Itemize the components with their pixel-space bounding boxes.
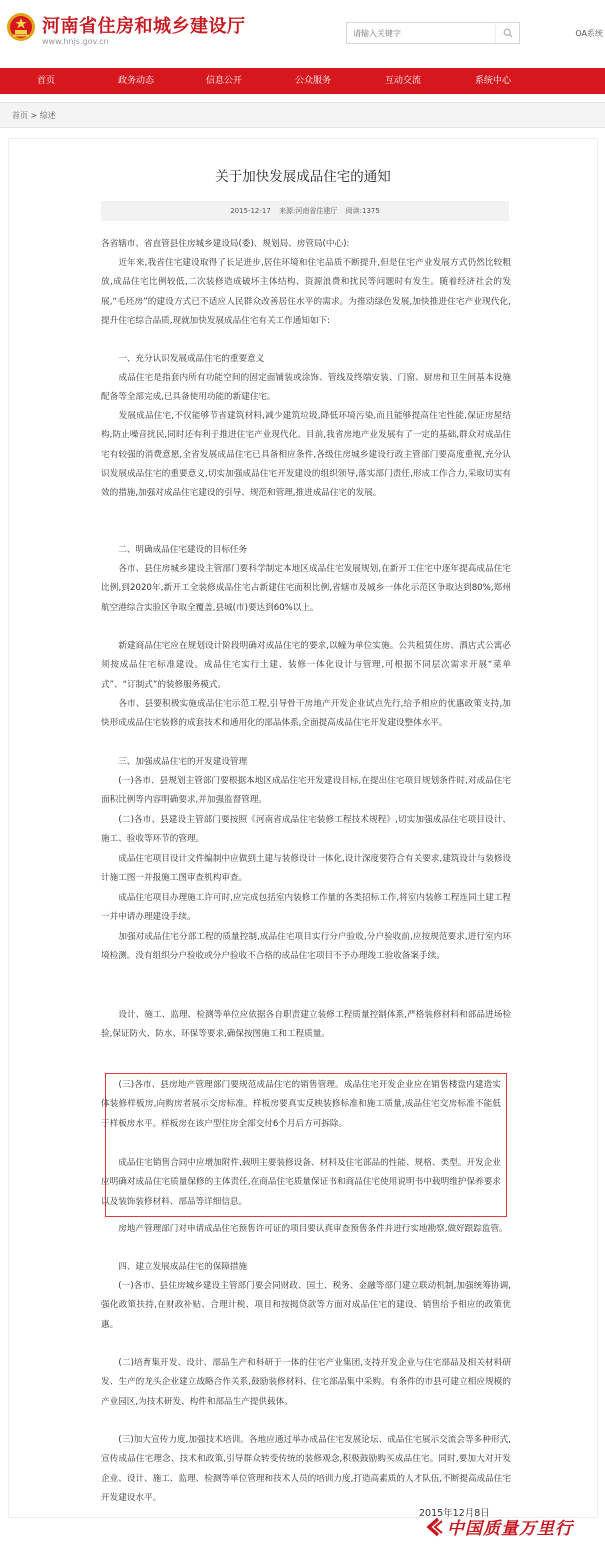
footer-logo bbox=[424, 1514, 573, 1539]
article-paragraph: 新建商品住宅应在规划设计阶段明确对成品住宅的要求,以幢为单位实施。公共租赁住房、酒店式公寓必须按成品住宅标准建设。成品住宅实行土建、装修一体化设计与管理,可根据不同层次需求开展“菜单式”、“订制式”的装修服务模式。 bbox=[101, 641, 511, 690]
breadcrumb-home[interactable]: 首页 bbox=[12, 111, 28, 120]
nav-item-public-service[interactable]: 公众服务 bbox=[294, 76, 331, 86]
article-paragraph: (二)各市、县建设主管部门要按照《河南省成品住宅装修工程技术规程》,切实加强成品住宅项目设计、施工、验收等环节的管理。 bbox=[101, 815, 511, 845]
nav-item-news[interactable]: 政务动态 bbox=[117, 76, 154, 86]
nav-item-info-disclosure[interactable]: 信息公开 bbox=[205, 76, 242, 86]
article-paragraph: (三)加大宣传力度,加强技术培训。各地应通过举办成品住宅发展论坛、成品住宅展示交流会等多种形式,宣传成品住宅理念、技术和政策,引导群众转变传统的装修观念,积极鼓励购买成品住宅。同时,要加大对开发企业、设计、施工、监理、检测等单位管理和技术人员的培训力度,打造高素质的人才队伍,不断提高成品住宅开发建设水平。 bbox=[101, 1435, 511, 1503]
nav-item-home[interactable]: 首页 bbox=[36, 76, 55, 86]
search-box bbox=[346, 22, 520, 44]
search-button[interactable] bbox=[495, 23, 519, 43]
breadcrumb-current[interactable]: 综述 bbox=[39, 111, 56, 120]
breadcrumb-separator: > bbox=[28, 111, 40, 120]
article-paragraph-highlighted: (三)各市、县房地产管理部门要规范成品住宅的销售管理。成品住宅开发企业应在销售楼盘内建造实体装修样板房,向购房者展示交房标准。样板房要真实反映装修标准和施工质量,成品住宅交房标准不能低于样板房水平。样板房在该户型住房全部交付6个月后方可拆除。 bbox=[101, 1080, 501, 1129]
article-source: 来源:河南省住建厅 bbox=[279, 207, 338, 215]
main-nav bbox=[0, 68, 605, 94]
section-heading: 二、明确成品住宅建设的目标任务 bbox=[101, 545, 248, 555]
article-paragraph: 各市、县住房城乡建设主管部门要科学制定本地区成品住宅发展规划,在新开工住宅中逐年提高成品住宅比例,到2020年,新开工全装修成品住宅占新建住宅面积比例,省辖市及城乡一体化示范区争取达到80%,郑州航空港综合实验区争取全覆盖,县城(市)要达到60%以上。 bbox=[101, 564, 511, 613]
section-heading: 一、充分认识发展成品住宅的重要意义 bbox=[101, 354, 265, 364]
section-heading: 四、建立发展成品住宅的保障措施 bbox=[101, 1262, 248, 1272]
oa-system-link[interactable]: OA系统 bbox=[575, 29, 603, 38]
search-input[interactable] bbox=[347, 23, 497, 43]
article-paragraph: 成品住宅项目办理施工许可时,应完成包括室内装修工作量的各类招标工作,将室内装修工程连同土建工程一并申请办理建设手续。 bbox=[101, 893, 511, 923]
site-url: www.hnjs.gov.cn bbox=[42, 37, 109, 46]
article-paragraph: 各省辖市、省直管县住房城乡建设局(委)、规划局、房管局(中心): bbox=[101, 239, 350, 249]
nav-item-system-center[interactable]: 系统中心 bbox=[474, 76, 511, 86]
nav-item-interaction[interactable]: 互动交流 bbox=[384, 76, 421, 86]
article-paragraph-highlighted: 成品住宅销售合同中应增加附件,载明主要装修设备、材料及住宅部品的性能、规格、类型。开发企业应明确对成品住宅质量保修的主体责任,在商品住宅质量保证书和商品住宅使用说明书中载明维护保养要求以及装饰装修材料、部品等详细信息。 bbox=[101, 1158, 501, 1207]
article-date: 2015-12-17 bbox=[230, 207, 271, 215]
chevron-left-icon bbox=[424, 1517, 444, 1537]
breadcrumb-bar bbox=[0, 102, 605, 128]
article-paragraph: (一)各市、县住房城乡建设主管部门要会同财政、国土、税务、金融等部门建立联动机制,加强统筹协调,强化政策扶持,在财政补贴、合理计税、项目和按揭贷款等方面对成品住宅的建设、销售给予相应的政策优惠。 bbox=[101, 1281, 511, 1330]
site-header bbox=[0, 0, 605, 64]
national-emblem-icon bbox=[6, 12, 36, 42]
article-views: 阅读:1375 bbox=[345, 207, 380, 215]
search-icon bbox=[503, 28, 513, 38]
article-meta bbox=[101, 201, 509, 221]
site-title[interactable]: 河南省住房和城乡建设厅 bbox=[42, 16, 246, 37]
article-paragraph: 成品住宅项目设计文件编制中应做到土建与装修设计一体化,设计深度要符合有关要求,建筑设计与装修设计施工图一并报施工图审查机构审查。 bbox=[101, 854, 511, 884]
footer-logo-text: 中国质量万里行 bbox=[447, 1519, 573, 1539]
article-paragraph: 成品住宅是指套内所有功能空间的固定面铺装或涂饰、管线及终端安装、门窗、厨房和卫生间基本设施配备等全部完成,已具备使用功能的新建住宅。 bbox=[101, 373, 511, 403]
article-paragraph: (一)各市、县规划主管部门要根据本地区成品住宅开发建设目标,在提出住宅项目规划条件时,对成品住宅面积比例等内容明确要求,并加强监督管理。 bbox=[101, 776, 511, 806]
article-paragraph: 发展成品住宅,不仅能够节省建筑材料,减少建筑垃圾,降低环境污染,而且能够提高住宅性能,保证房屋结构,防止噪音扰民,同时还有利于推进住宅产业现代化。目前,我省房地产业发展有了一定的基础,群众对成品住宅有较强的消费意愿,全省发展成品住宅已具备相应条件,各级住房城乡建设行政主管部门要高度重视,充分认识发展成品住宅的重要意义,切实加强成品住宅开发建设的组织领导,落实部门责任,形成工作合力,采取切实有效的措施,加强对成品住宅建设的引导、规范和管理,推进成品住宅的发展。 bbox=[101, 411, 511, 499]
article-paragraph: 近年来,我省住宅建设取得了长足进步,居住环境和住宅品质不断提升,但是住宅产业发展方式仍然比较粗放,成品住宅比例较低,二次装修造成破坏主体结构、资源浪费和扰民等问题时有发生。随着经济社会的发展,“毛坯房”的建设方式已不适应人民群众改善居住水平的需求。为推动绿色发展,加快推进住宅产业现代化,提升住宅综合品质,现就加快发展成品住宅有关工作通知如下: bbox=[101, 258, 511, 326]
article-container bbox=[8, 138, 598, 1518]
section-heading: 三、加强成品住宅的开发建设管理 bbox=[101, 757, 248, 767]
article-paragraph: (二)培育集开发、设计、部品生产和科研于一体的住宅产业集团,支持开发企业与住宅部品及相关材料研发、生产的龙头企业建立战略合作关系,鼓励装修材料、住宅部品集中采购。有条件的市县可建立相应规模的产业园区,为技术研发、构件和部品生产提供载体。 bbox=[101, 1358, 511, 1407]
article-title: 关于加快发展成品住宅的通知 bbox=[215, 169, 391, 185]
article-paragraph: 各市、县要积极实施成品住宅示范工程,引导骨干房地产开发企业试点先行,给予相应的优惠政策支持,加快形成成品住宅装修的成套技术和通用化的部品体系,全面提高成品住宅开发建设整体水平。 bbox=[101, 699, 511, 729]
article-paragraph: 加强对成品住宅分部工程的质量控制,成品住宅项目实行分户验收,分户验收前,应按规范要求,进行室内环境检测。没有组织分户验收或分户验收不合格的成品住宅项目不予办理竣工验收备案手续。 bbox=[101, 932, 511, 962]
article-paragraph: 设计、施工、监理、检测等单位应依据各自职责建立装修工程质量控制体系,严格装修材料和部品进场检验,保证防火、防水、环保等要求,确保按图施工和工程质量。 bbox=[101, 1010, 511, 1040]
breadcrumb bbox=[12, 110, 56, 121]
article-signoff-date: 2015年12月8日 bbox=[419, 1508, 490, 1519]
article-paragraph: 房地产管理部门对申请成品住宅预售许可证的项目要认真审查预售条件并进行实地勘察,做好跟踪监管。 bbox=[101, 1224, 508, 1234]
